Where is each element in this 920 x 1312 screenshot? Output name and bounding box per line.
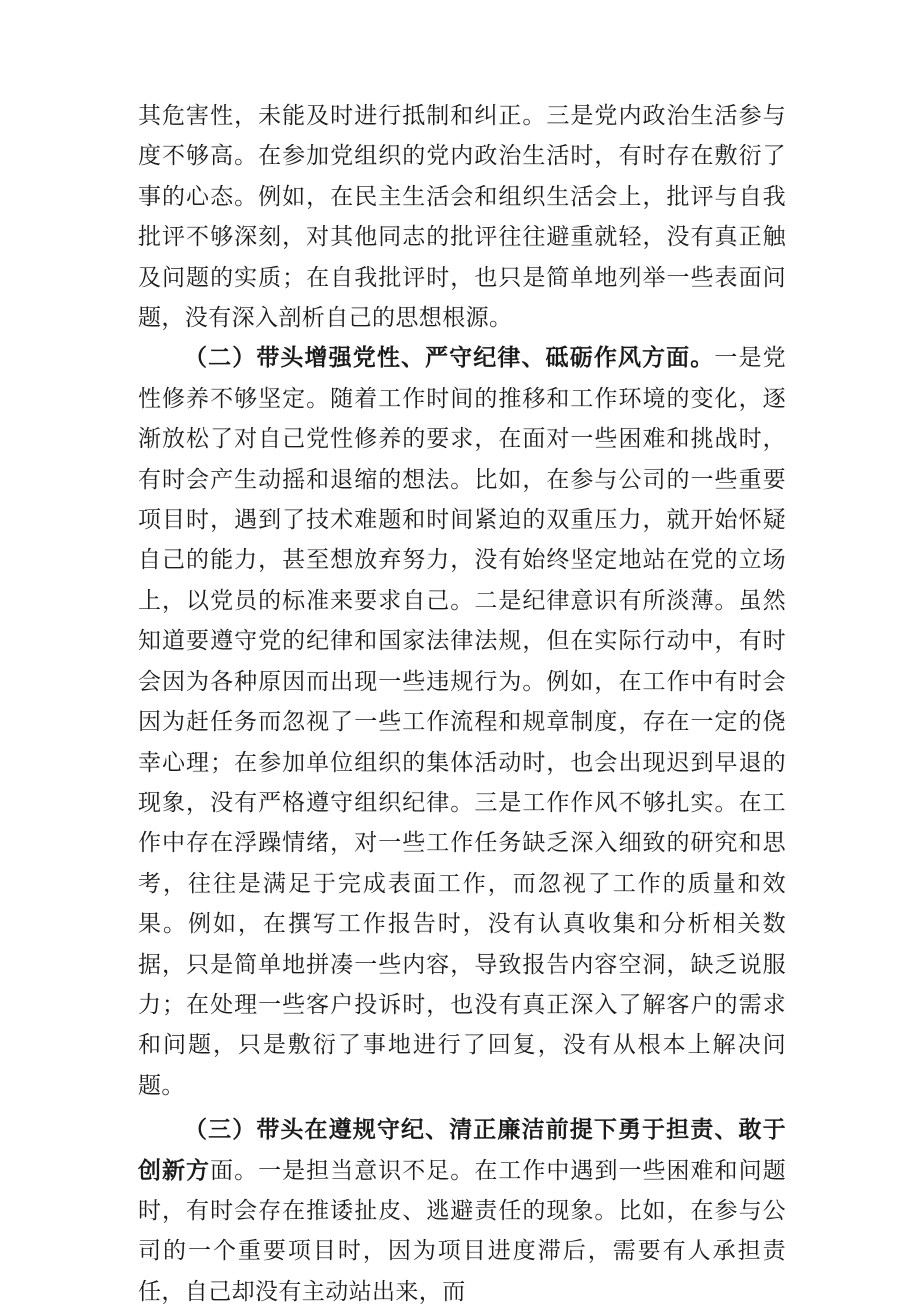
paragraph-3 — [138, 1110, 786, 1312]
paragraph-2 — [138, 338, 786, 1106]
section-heading-3: （三）带头在遵规守纪、清正廉洁前提下勇于担责、敢于创新方 — [138, 1116, 786, 1184]
document-body — [138, 96, 786, 1312]
paragraph-3-text: 面。一是担当意识不足。在工作中遇到一些困难和问题时，有时会存在推诿扯皮、逃避责任的现象。比如，在参与公司的一个重要项目时，因为项目进度滞后，需要有人承担责任，自己却没有主动站出来，而 — [138, 1157, 786, 1305]
paragraph-1 — [138, 96, 786, 338]
section-heading-2: （二）带头增强党性、严守纪律、砥砺作风方面。 — [184, 344, 715, 372]
paragraph-2-text: 一是党性修养不够坚定。随着工作时间的推移和工作环境的变化，逐渐放松了对自己党性修养的要求，在面对一些困难和挑战时，有时会产生动摇和退缩的想法。比如，在参与公司的一些重要项目时，遇到了技术难题和时间紧迫的双重压力，就开始怀疑自己的能力，甚至想放弃努力，没有始终坚定地站在党的立场上，以党员的标准来要求自己。二是纪律意识有所淡薄。虽然知道要遵守党的纪律和国家法律法规，但在实际行动中，有时会因为各种原因而出现一些违规行为。例如，在工作中有时会因为赶任务而忽视了一些工作流程和规章制度，存在一定的侥幸心理；在参加单位组织的集体活动时，也会出现迟到早退的现象，没有严格遵守组织纪律。三是工作作风不够扎实。在工作中存在浮躁情绪，对一些工作任务缺乏深入细致的研究和思考，往往是满足于完成表面工作，而忽视了工作的质量和效果。例如，在撰写工作报告时，没有认真收集和分析相关数据，只是简单地拼凑一些内容，导致报告内容空洞，缺乏说服力；在处理一些客户投诉时，也没有真正深入了解客户的需求和问题，只是敷衍了事地进行了回复，没有从根本上解决问题。 — [138, 345, 786, 1099]
paragraph-1-text: 其危害性，未能及时进行抵制和纠正。三是党内政治生活参与度不够高。在参加党组织的党内政治生活时，有时存在敷衍了事的心态。例如，在民主生活会和组织生活会上，批评与自我批评不够深刻，对其他同志的批评往往避重就轻，没有真正触及问题的实质；在自我批评时，也只是简单地列举一些表面问题，没有深入剖析自己的思想根源。 — [138, 103, 786, 332]
